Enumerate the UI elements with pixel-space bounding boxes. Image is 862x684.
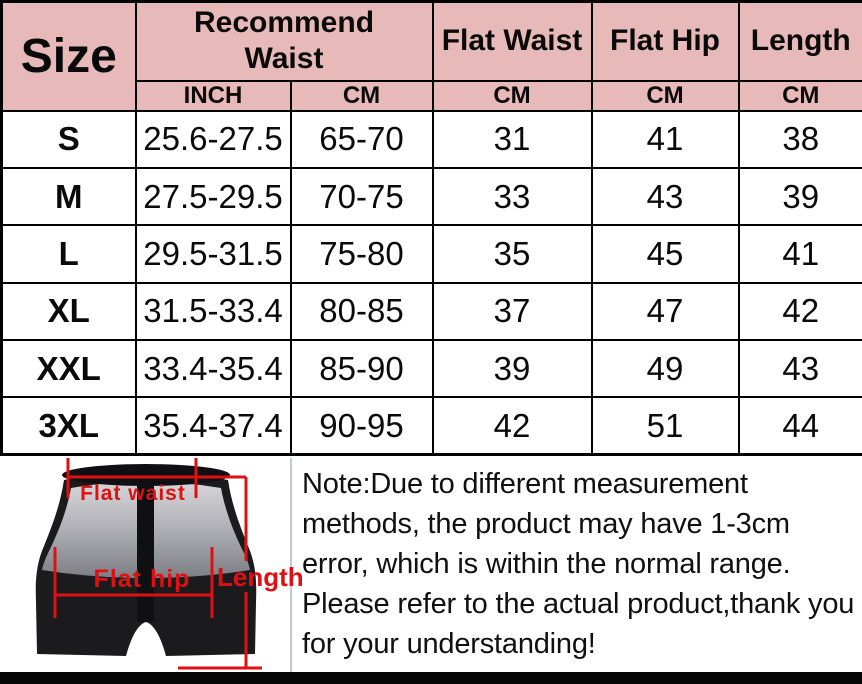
waist-inch-cell: 35.4-37.4 (136, 397, 291, 454)
size-cell: S (2, 111, 136, 168)
flat-hip-cell: 47 (592, 283, 739, 340)
flat-waist-cell: 33 (433, 168, 592, 225)
flat-hip-cell: 43 (592, 168, 739, 225)
waist-inch-cell: 25.6-27.5 (136, 111, 291, 168)
col-header-length: Length (739, 2, 862, 81)
size-cell: L (2, 225, 136, 282)
waist-cm-cell: 65-70 (291, 111, 433, 168)
length-cell: 38 (739, 111, 862, 168)
flat-waist-cell: 42 (433, 397, 592, 454)
length-cell: 44 (739, 397, 862, 454)
size-cell: 3XL (2, 397, 136, 454)
bottom-black-bar (0, 672, 862, 684)
length-annotation: Length (217, 562, 304, 592)
size-cell: M (2, 168, 136, 225)
unit-cm-flat-waist: CM (433, 81, 592, 111)
unit-cm-flat-hip: CM (592, 81, 739, 111)
waist-cm-cell: 90-95 (291, 397, 433, 454)
length-cell: 42 (739, 283, 862, 340)
col-header-recommend-waist (136, 2, 433, 81)
recommend-waist-label: Recommend Waist (193, 6, 375, 76)
note-text: Note:Due to different measurement methods, the product may have 1-3cm error, which is within the normal range. Please refer to the actual product,thank you for your understanding! (290, 458, 862, 672)
flat-hip-annotation: Flat hip (93, 565, 191, 593)
bottom-section (0, 458, 862, 672)
flat-hip-cell: 49 (592, 340, 739, 397)
table-row-3xl (2, 397, 862, 454)
waist-cm-cell: 85-90 (291, 340, 433, 397)
flat-hip-cell: 51 (592, 397, 739, 454)
header-row-main (2, 2, 862, 81)
table-row-xxl (2, 340, 862, 397)
size-cell: XXL (2, 340, 136, 397)
flat-hip-cell: 41 (592, 111, 739, 168)
col-header-size: Size (2, 2, 136, 111)
table-row-s (2, 111, 862, 168)
length-cell: 41 (739, 225, 862, 282)
length-cell: 43 (739, 340, 862, 397)
unit-cm-recommend-waist: CM (291, 81, 433, 111)
flat-waist-annotation: Flat waist (80, 482, 186, 505)
size-cell: XL (2, 283, 136, 340)
flat-waist-cell: 37 (433, 283, 592, 340)
unit-inch: INCH (136, 81, 291, 111)
waist-inch-cell: 29.5-31.5 (136, 225, 291, 282)
flat-waist-cell: 39 (433, 340, 592, 397)
table-row-xl (2, 283, 862, 340)
product-measurement-figure (0, 458, 304, 672)
waist-cm-cell: 80-85 (291, 283, 433, 340)
col-header-flat-hip: Flat Hip (592, 2, 739, 81)
waist-inch-cell: 31.5-33.4 (136, 283, 291, 340)
waist-inch-cell: 27.5-29.5 (136, 168, 291, 225)
waist-cm-cell: 75-80 (291, 225, 433, 282)
unit-cm-length: CM (739, 81, 862, 111)
table-row-l (2, 225, 862, 282)
flat-hip-cell: 45 (592, 225, 739, 282)
flat-waist-cell: 31 (433, 111, 592, 168)
table-row-m (2, 168, 862, 225)
waist-inch-cell: 33.4-35.4 (136, 340, 291, 397)
waist-cm-cell: 70-75 (291, 168, 433, 225)
length-cell: 39 (739, 168, 862, 225)
flat-waist-cell: 35 (433, 225, 592, 282)
col-header-flat-waist: Flat Waist (433, 2, 592, 81)
